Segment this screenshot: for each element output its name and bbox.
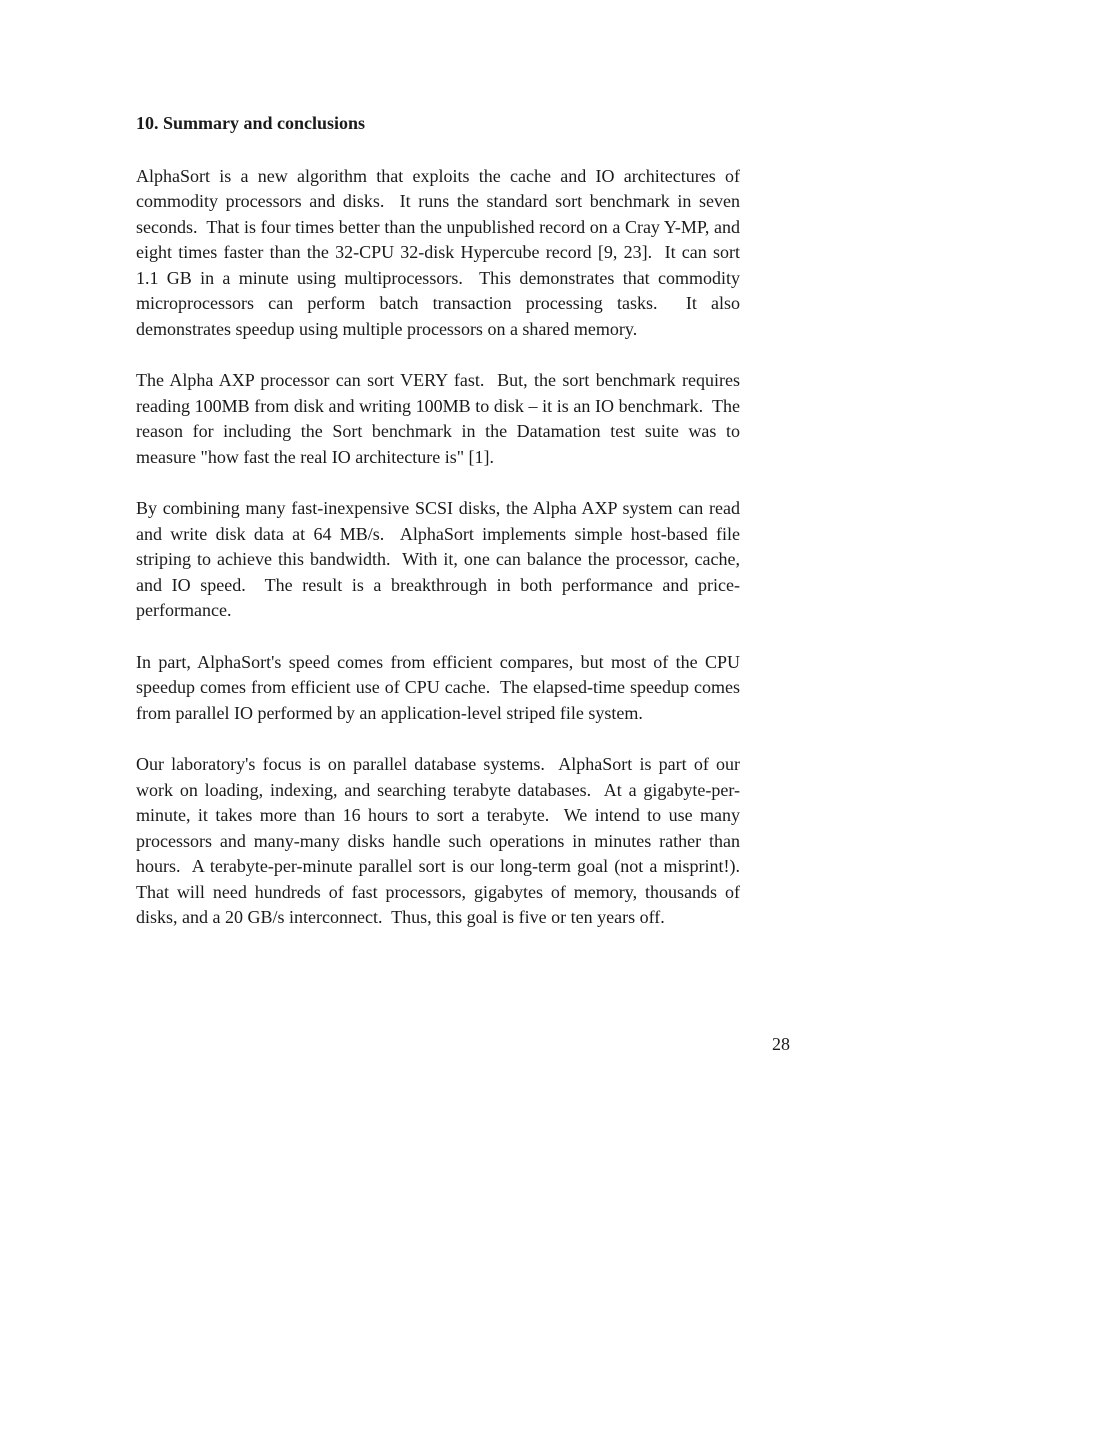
paragraph-io-benchmark: The Alpha AXP processor can sort VERY fast. But, the sort benchmark requires reading 100MB from disk and writing 100MB to disk – it is an IO benchmark. The reason for including the Sort benchmark in the Datamation test suite was to measure "how fast the real IO architecture is" [1]. <box>136 370 745 467</box>
section-heading: 10. Summary and conclusions <box>136 113 366 133</box>
paragraph-summary-intro: AlphaSort is a new algorithm that exploits the cache and IO architectures of commodity processors and disks. It runs the standard sort benchmark in seven seconds. That is four times better than the unpublished record on a Cray Y-MP, and eight times faster than the 32-CPU 32-disk Hypercube record [9, 23]. It can sort 1.1 GB in a minute using multiprocessors. This demonstrates that commodity microprocessors can perform batch transaction processing tasks. It also demonstrates speedup using multiple processors on a shared memory. <box>136 165 745 339</box>
paragraph-cpu-cache: In part, AlphaSort's speed comes from efficient compares, but most of the CPU speedup comes from efficient use of CPU cache. The elapsed-time speedup comes from parallel IO performed by an application-level striped file system. <box>136 651 745 723</box>
page-number: 28 <box>772 1034 790 1054</box>
paragraph-scsi-disks: By combining many fast-inexpensive SCSI disks, the Alpha AXP system can read and write disk data at 64 MB/s. AlphaSort implements simple host-based file striping to achieve this bandwidth. With it, one can balance the processor, cache, and IO speed. The result is a breakthrough in both performance and price-performance. <box>136 498 745 620</box>
paragraph-future-goals: Our laboratory's focus is on parallel database systems. AlphaSort is part of our work on loading, indexing, and searching terabyte databases. At a gigabyte-per-minute, it takes more than 16 hours to sort a terabyte. We intend to use many processors and many-many disks handle such operations in minutes rather than hours. A terabyte-per-minute parallel sort is our long-term goal (not a misprint!). That will need hundreds of fast processors, gigabytes of memory, thousands of disks, and a 20 GB/s interconnect. Thus, this goal is five or ten years off. <box>136 754 749 927</box>
page-content <box>136 111 749 957</box>
